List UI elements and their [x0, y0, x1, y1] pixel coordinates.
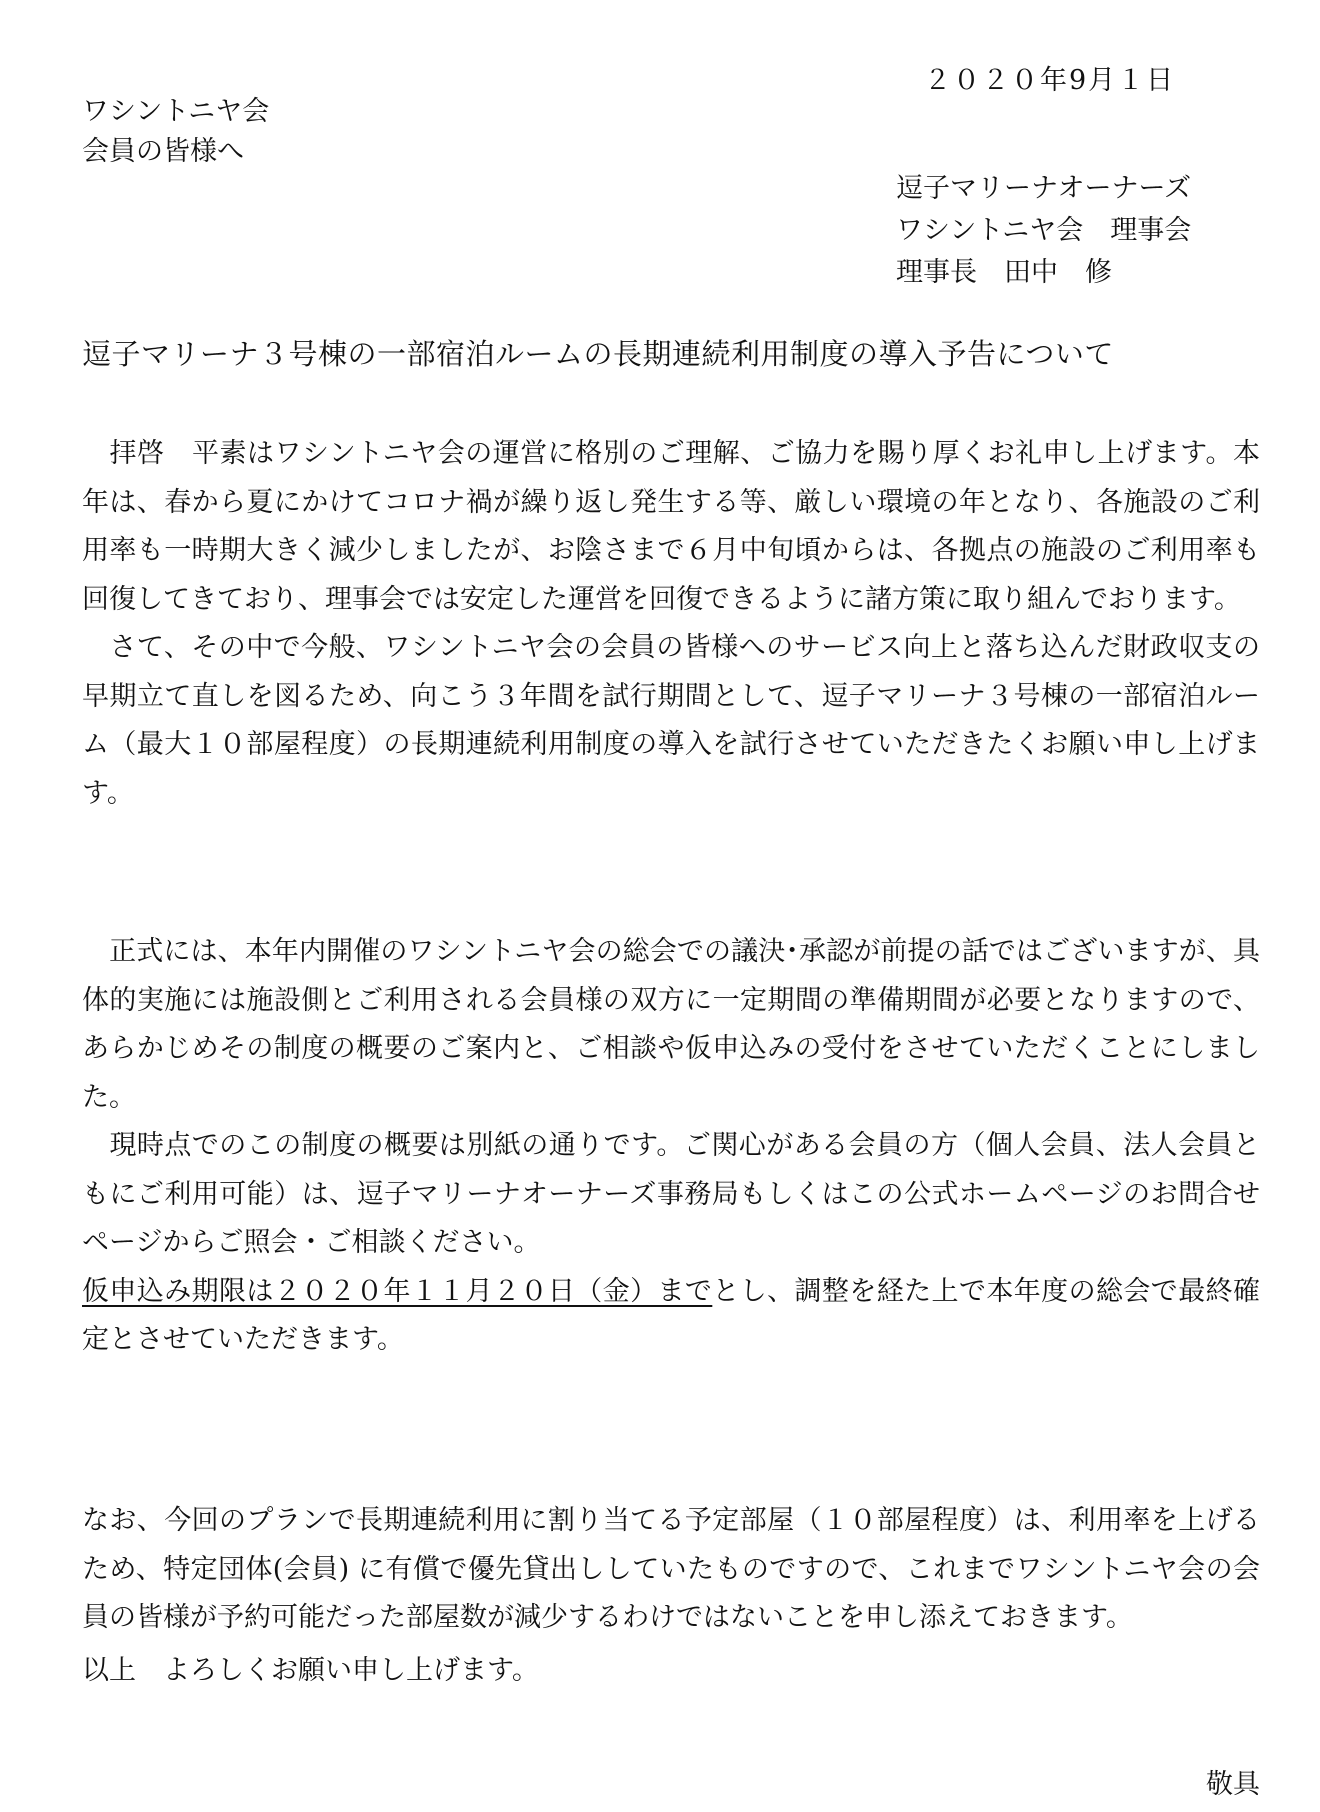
sender-org: 逗子マリーナオーナーズ — [896, 173, 1192, 204]
recipient-org: ワシントニヤ会 — [82, 96, 270, 127]
paragraph-formal-notice: 正式には、本年内開催のワシントニヤ会の総会での議決･承認が前提の話ではございますが、具体的実施には施設側とご利用される会員様の双方に一定期間の準備期間が必要となりますので、あらかじめその制度の概要のご案内と、ご相談や仮申込みの受付をさせていただくことにしました。 — [82, 936, 1260, 1113]
letter-date: ２０２０年9月１日 — [924, 65, 1176, 96]
recipient-block — [82, 92, 269, 172]
closing-line: 以上 よろしくお願い申し上げます。 — [82, 1655, 539, 1686]
deadline-rest: とし、調整を経た上で本年度の総会で最終確定とさせていただきます。 — [82, 1275, 1261, 1355]
body-section-greeting — [82, 430, 1260, 818]
closing-keigu: 敬具 — [1206, 1769, 1260, 1800]
recipient-members: 会員の皆様へ — [82, 136, 244, 167]
paragraph-introduction: さて、その中で今般、ワシントニヤ会の会員の皆様へのサービス向上と落ち込んだ財政収支の早期立て直しを図るため、向こう３年間を試行期間として、逗子マリーナ３号棟の一部宿泊ルーム（最大１０部屋程度）の長期連続利用制度の導入を試行させていただきたくお願い申し上げます。 — [82, 632, 1260, 809]
paragraph-note: なお、今回のプランで長期連続利用に割り当てる予定部屋（１０部屋程度）は、利用率を上げるため、特定団体(会員) に有償で優先貸出ししていたものですので、これまでワシントニヤ会の会員の皆様が予約可能だった部屋数が減少するわけではないことを申し添えておきます。 — [82, 1505, 1260, 1633]
body-section-details — [82, 928, 1260, 1365]
paragraph-overview: 現時点でのこの制度の概要は別紙の通りです。ご関心がある会員の方（個人会員、法人会員ともにご利用可能）は、逗子マリーナオーナーズ事務局もしくはこの公式ホームページのお問合せページからご照会・ご相談ください。 — [82, 1130, 1260, 1258]
sender-board: ワシントニヤ会 理事会 — [896, 215, 1192, 246]
letter-title: 逗子マリーナ３号棟の一部宿泊ルームの長期連続利用制度の導入予告について — [82, 337, 1114, 371]
paragraph-greeting: 拝啓 平素はワシントニヤ会の運営に格別のご理解、ご協力を賜り厚くお礼申し上げます。本年は、春から夏にかけてコロナ禍が繰り返し発生する等、厳しい環境の年となり、各施設のご利用率も一時期大きく減少しましたが、お陰さまで６月中旬頃からは、各拠点の施設のご利用率も回復してきており、理事会では安定した運営を回復できるように諸方策に取り組んでおります。 — [82, 438, 1260, 615]
paragraph-deadline — [82, 1268, 1260, 1365]
sender-block — [896, 168, 1191, 294]
deadline-underlined: 仮申込み期限は２０２０年１１月２０日（金）まで — [82, 1275, 713, 1307]
sender-chairman: 理事長 田中 修 — [896, 257, 1112, 288]
